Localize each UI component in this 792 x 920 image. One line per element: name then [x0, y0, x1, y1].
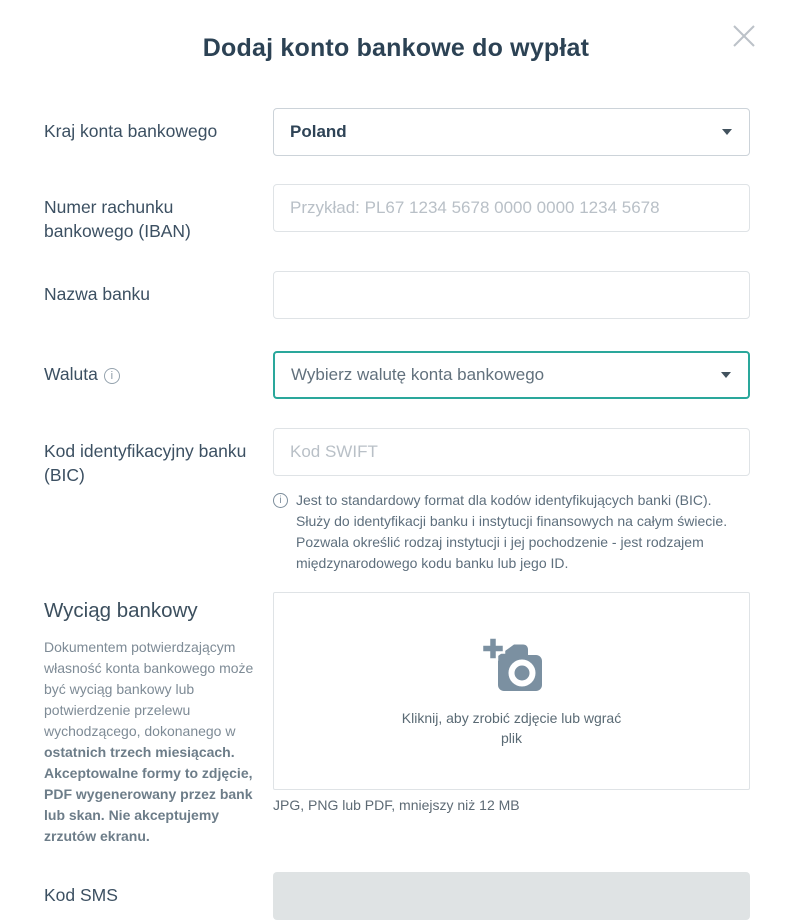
field-row-sms: [0, 872, 792, 920]
field-row-country: [0, 108, 792, 156]
iban-input[interactable]: [273, 184, 750, 232]
field-row-iban: [0, 184, 792, 243]
statement-description: [44, 637, 259, 847]
currency-label: Waluta: [44, 364, 98, 384]
sms-label: Kod SMS: [44, 885, 118, 905]
statement-description-bold: ostatnich trzech miesiącach. Akceptowalne formy to zdjęcie, PDF wygenerowany przez bank lub skan. Nie akceptujemy zrzutów ekranu.: [44, 744, 253, 844]
field-row-statement: [0, 592, 792, 847]
field-row-bank-name: [0, 271, 792, 319]
close-button[interactable]: [728, 20, 760, 52]
country-select-value: Poland: [290, 122, 347, 141]
bic-input[interactable]: [273, 428, 750, 476]
upload-instruction: Kliknij, aby zrobić zdjęcie lub wgrać plik: [401, 709, 622, 746]
statement-upload-dropzone[interactable]: [273, 592, 750, 790]
close-icon: [730, 22, 758, 50]
info-icon: i: [273, 493, 288, 508]
country-select[interactable]: [273, 108, 750, 156]
bic-hint-text: Jest to standardowy format dla kodów identyfikujących banki (BIC). Służy do identyfikacji banku i instytucji finansowych na całym świecie. Pozwala określić rodzaj instytucji i jej pochodzenie - jest rodzajem międzynarodowego kodu banku lub jego ID.: [296, 492, 728, 571]
modal-header: [0, 0, 792, 63]
page-title: Dodaj konto bankowe do wypłat: [202, 34, 590, 62]
chevron-down-icon: [722, 129, 732, 135]
field-row-currency: [0, 351, 792, 399]
bic-hint: [273, 490, 750, 574]
field-row-bic: [0, 428, 792, 574]
chevron-down-icon: [721, 372, 731, 378]
add-photo-camera-icon: [476, 635, 548, 695]
currency-select[interactable]: [273, 351, 750, 399]
iban-label: Numer rachunku bankowego (IBAN): [44, 197, 191, 241]
country-label: Kraj konta bankowego: [44, 121, 218, 141]
statement-label: Wyciąg bankowy: [44, 599, 198, 622]
sms-code-input: [273, 872, 750, 920]
info-icon[interactable]: i: [104, 368, 120, 384]
statement-description-regular: Dokumentem potwierdzającym własność konta bankowego może być wyciąg bankowy lub potwierdzenie przelewu wychodzącego, dokonanego w: [44, 639, 254, 739]
file-format-hint: JPG, PNG lub PDF, mniejszy niż 12 MB: [273, 797, 520, 813]
bank-name-input[interactable]: [273, 271, 750, 319]
bic-label: Kod identyfikacyjny banku (BIC): [44, 441, 247, 485]
bank-name-label: Nazwa banku: [44, 284, 151, 304]
currency-select-placeholder: Wybierz walutę konta bankowego: [291, 365, 545, 384]
